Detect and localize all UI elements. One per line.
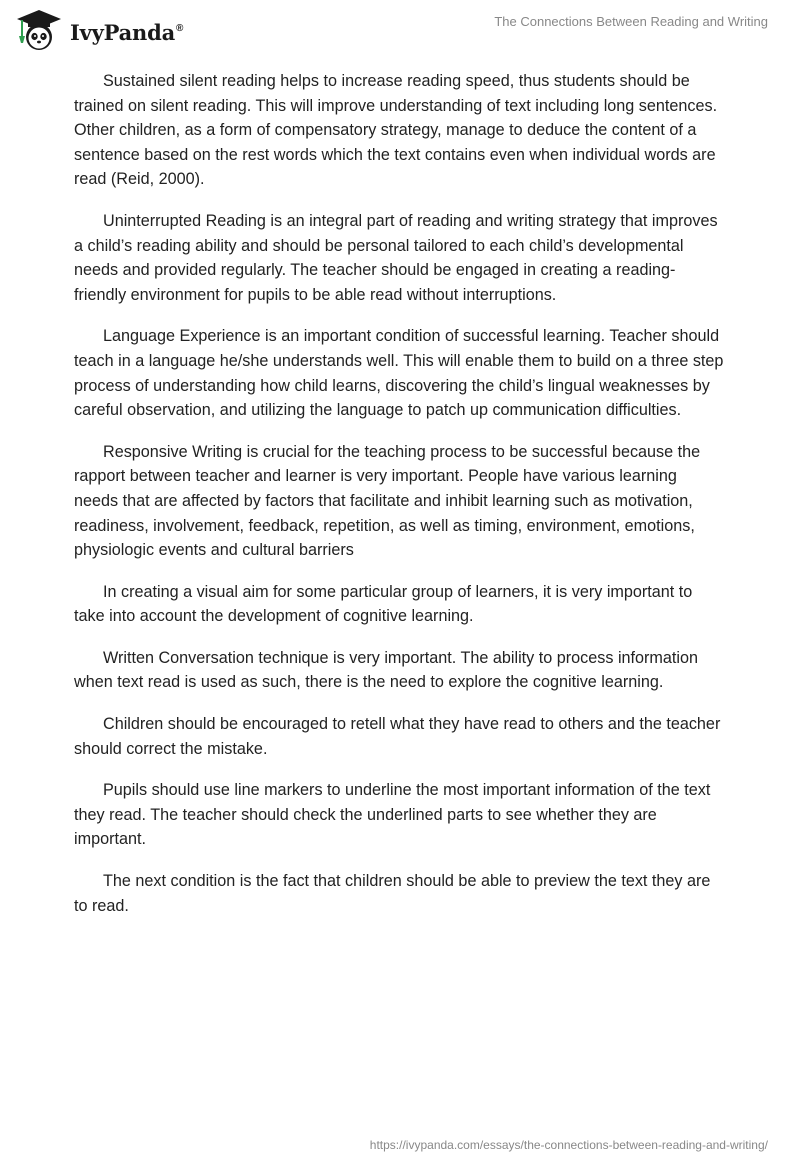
paragraph: The next condition is the fact that children should be able to preview the text they are to read.	[74, 872, 711, 915]
panda-graduation-cap-icon	[14, 8, 64, 52]
essay-body	[74, 69, 724, 935]
logo-wordmark	[70, 20, 183, 45]
paragraph: Written Conversation technique is very important. The ability to process information when text read is used as such, there is the need to explore the cognitive learning.	[74, 648, 699, 692]
logo-text: IvyPanda	[70, 19, 176, 45]
paragraph: Sustained silent reading helps to increase reading speed, thus students should be trained on silent reading. This will improve understanding of text including long sentences. Other children, as a form of compensatory strategy, manage to deduce the content of a sentence based on the rest words which the text contains even when individual words are read (Reid, 2000).	[74, 72, 718, 189]
paragraph: Pupils should use line markers to underline the most important information of the text they read. The teacher should check the underlined parts to see whether they are important.	[74, 781, 711, 849]
document-title: The Connections Between Reading and Writing	[494, 14, 768, 29]
page-header	[0, 0, 800, 60]
registered-mark: ®	[176, 22, 184, 34]
paragraph: Uninterrupted Reading is an integral part of reading and writing strategy that improves a child’s reading ability and should be personal tailored to each child’s developmental needs and provided regularly. The teacher should be engaged in creating a reading-friendly environment for pupils to be able read without interruptions.	[74, 211, 718, 304]
paragraph: Children should be encouraged to retell what they have read to others and the teacher should correct the mistake.	[74, 715, 721, 758]
ivypanda-logo[interactable]	[14, 8, 183, 52]
paragraph: Language Experience is an important condition of successful learning. Teacher should teach in a language he/she understands well. This will enable them to build on a three step process of understanding how child learns, discovering the child’s lingual weaknesses by careful observation, and utilizing the language to patch up communication difficulties.	[74, 327, 724, 420]
paragraph: In creating a visual aim for some particular group of learners, it is very important to take into account the development of cognitive learning.	[74, 582, 693, 626]
source-url[interactable]: https://ivypanda.com/essays/the-connections-between-reading-and-writing/	[369, 1138, 768, 1152]
paragraph: Responsive Writing is crucial for the teaching process to be successful because the rapport between teacher and learner is very important. People have various learning needs that are affected by factors that facilitate and inhibit learning such as motivation, readiness, involvement, feedback, repetition, as well as timing, environment, emotions, physiologic events and cultural barriers	[74, 442, 701, 560]
